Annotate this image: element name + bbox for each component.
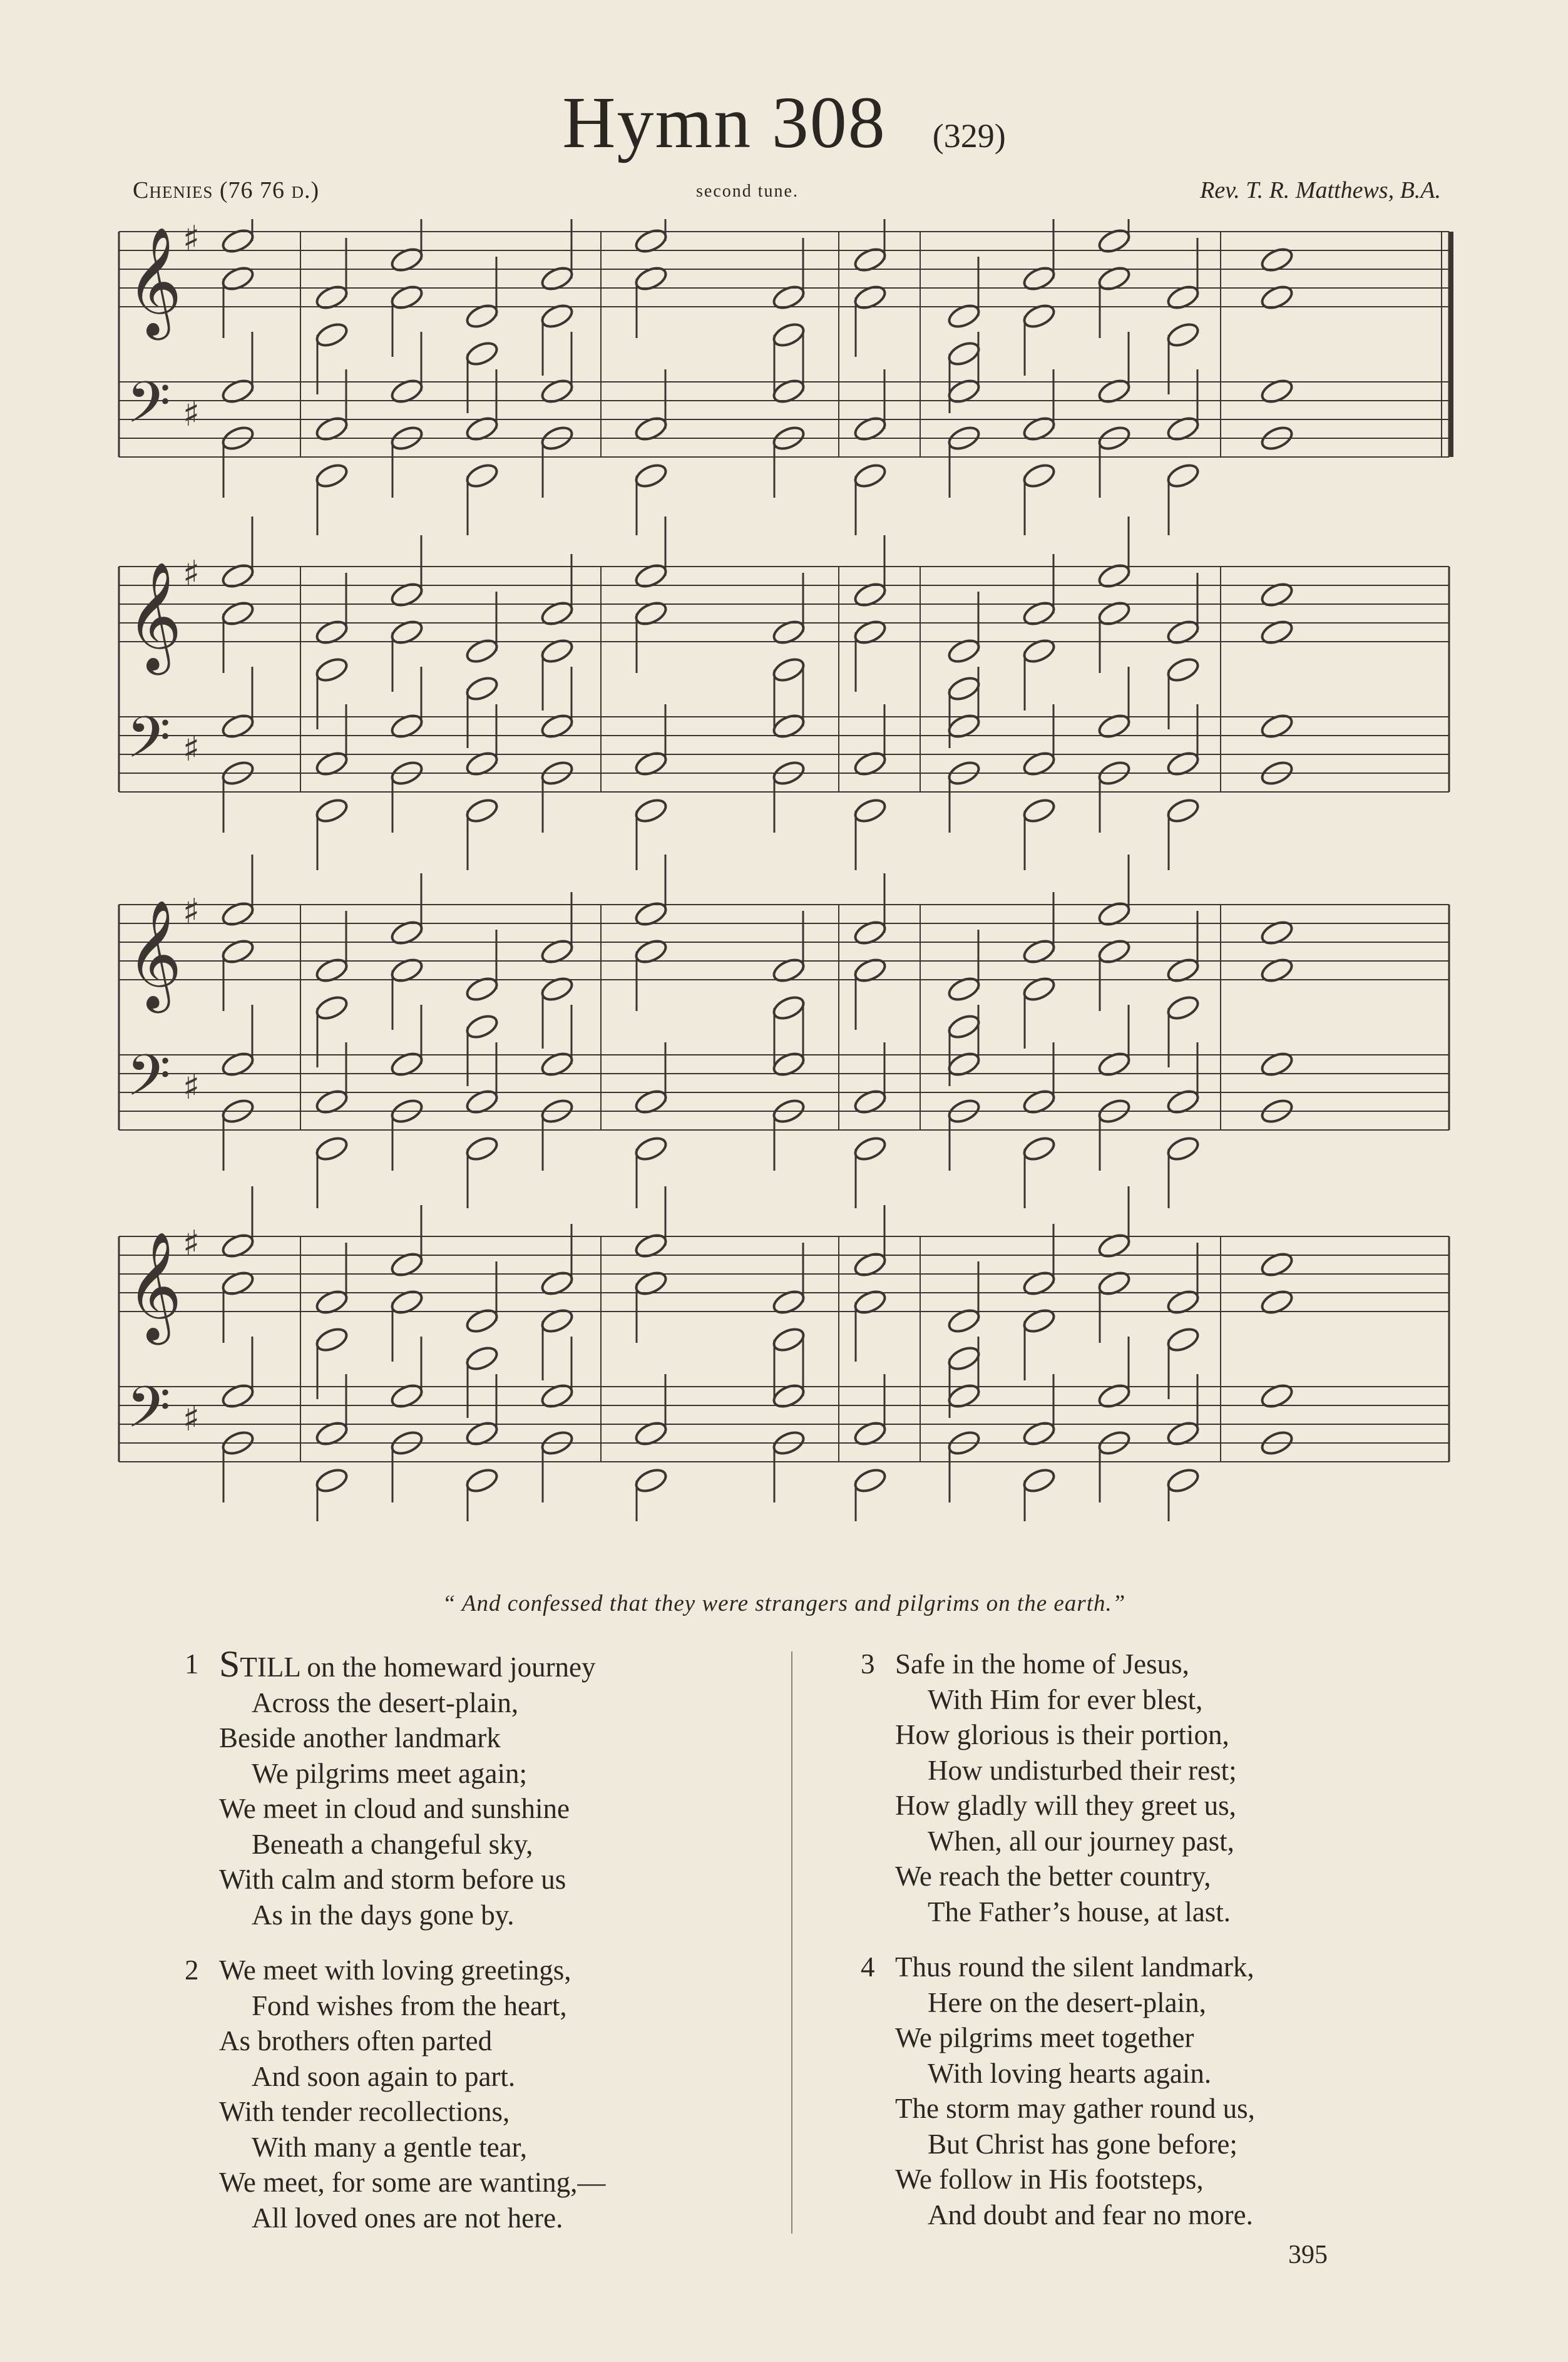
- svg-text:♯: ♯: [183, 1223, 200, 1264]
- stanza-line: The Father’s house, at last.: [928, 1896, 1231, 1928]
- stanza-line: We meet with loving greetings,: [219, 1954, 571, 1986]
- svg-text:𝄞: 𝄞: [126, 562, 182, 670]
- stanza-line: Thus round the silent landmark,: [895, 1951, 1254, 1983]
- svg-text:♯: ♯: [183, 394, 200, 434]
- svg-text:𝄢: 𝄢: [126, 369, 171, 449]
- svg-text:♯: ♯: [183, 1067, 200, 1107]
- stanza-line: We meet in cloud and sunshine: [219, 1793, 570, 1824]
- tune-name: Chenies (76 76 d.): [133, 177, 320, 203]
- stanza-line: But Christ has gone before;: [928, 2128, 1237, 2160]
- stanza-line: As in the days gone by.: [252, 1899, 515, 1931]
- stanza-line: We follow in His footsteps,: [895, 2164, 1204, 2195]
- stanza-line: We pilgrims meet together: [895, 2022, 1194, 2053]
- stanza-number: 1: [185, 1648, 199, 1680]
- score-image: [113, 219, 1465, 1521]
- svg-text:♯: ♯: [183, 1399, 200, 1439]
- stanza-line: We reach the better country,: [895, 1861, 1211, 1892]
- svg-text:𝄢: 𝄢: [126, 1042, 171, 1122]
- stanza-line: With loving hearts again.: [928, 2057, 1212, 2089]
- stanza-line: The storm may gather round us,: [895, 2093, 1255, 2124]
- stanza-line: And soon again to part.: [252, 2060, 516, 2092]
- hymn-alt-number: (329): [932, 117, 1006, 155]
- stanza-line: Beside another landmark: [219, 1722, 501, 1754]
- svg-text:♯: ♯: [183, 891, 200, 932]
- stanza-2: [185, 1953, 782, 2236]
- stanzas-right-column: [861, 1646, 1458, 2252]
- hymn-meta: [133, 177, 1441, 214]
- stanza-line: All loved ones are not here.: [252, 2202, 563, 2234]
- stanza-line: We pilgrims meet again;: [252, 1757, 528, 1789]
- svg-text:𝄞: 𝄞: [126, 227, 182, 336]
- stanza-line: When, all our journey past,: [928, 1825, 1234, 1857]
- stanza-line: How gladly will they greet us,: [895, 1790, 1236, 1821]
- tune-note: second tune.: [696, 182, 799, 201]
- stanza-3: [861, 1646, 1458, 1929]
- page-number: 395: [1288, 2241, 1328, 2269]
- stanza-line: As brothers often parted: [219, 2025, 493, 2056]
- epigraph: “ And confessed that they were strangers and pilgrims on the earth.”: [442, 1591, 1126, 1616]
- svg-text:𝄢: 𝄢: [126, 1374, 171, 1454]
- stanza-number: 3: [861, 1648, 875, 1680]
- drop-cap: S: [219, 1643, 240, 1685]
- music-score: [113, 219, 1465, 1521]
- svg-text:♯: ♯: [183, 729, 200, 769]
- svg-text:𝄞: 𝄞: [126, 900, 182, 1009]
- hymn-number-title: Hymn 308: [562, 81, 886, 163]
- stanza-line: STILL on the homeward journey: [219, 1643, 596, 1685]
- stanza-line: With Him for ever blest,: [928, 1683, 1203, 1715]
- svg-text:♯: ♯: [183, 219, 200, 259]
- stanzas-left-column: [185, 1643, 782, 2256]
- stanza-line: With tender recollections,: [219, 2096, 510, 2127]
- stanza-line: How undisturbed their rest;: [928, 1754, 1237, 1786]
- hymn-title: [0, 80, 1568, 165]
- svg-text:♯: ♯: [183, 553, 200, 594]
- stanza-line: Here on the desert-plain,: [928, 1986, 1206, 2018]
- svg-text:𝄞: 𝄞: [126, 1231, 182, 1340]
- stanza-4: [861, 1949, 1458, 2232]
- stanza-line: We meet, for some are wanting,—: [219, 2167, 606, 2198]
- stanza-number: 4: [861, 1951, 875, 1983]
- stanza-line: With calm and storm before us: [219, 1864, 566, 1895]
- stanza-line: Safe in the home of Jesus,: [895, 1648, 1189, 1680]
- svg-text:𝄢: 𝄢: [126, 704, 171, 784]
- stanza-line: With many a gentle tear,: [252, 2131, 527, 2163]
- stanza-line: Across the desert-plain,: [252, 1687, 519, 1718]
- column-divider: [791, 1651, 792, 2234]
- composer: Rev. T. R. Matthews, B.A.: [1200, 177, 1441, 203]
- stanza-line: Beneath a changeful sky,: [252, 1828, 533, 1860]
- stanza-line: And doubt and fear no more.: [928, 2199, 1253, 2231]
- stanza-line: How glorious is their portion,: [895, 1719, 1229, 1750]
- stanza-1: [185, 1643, 782, 1933]
- stanza-line: Fond wishes from the heart,: [252, 1990, 567, 2021]
- stanza-number: 2: [185, 1954, 199, 1986]
